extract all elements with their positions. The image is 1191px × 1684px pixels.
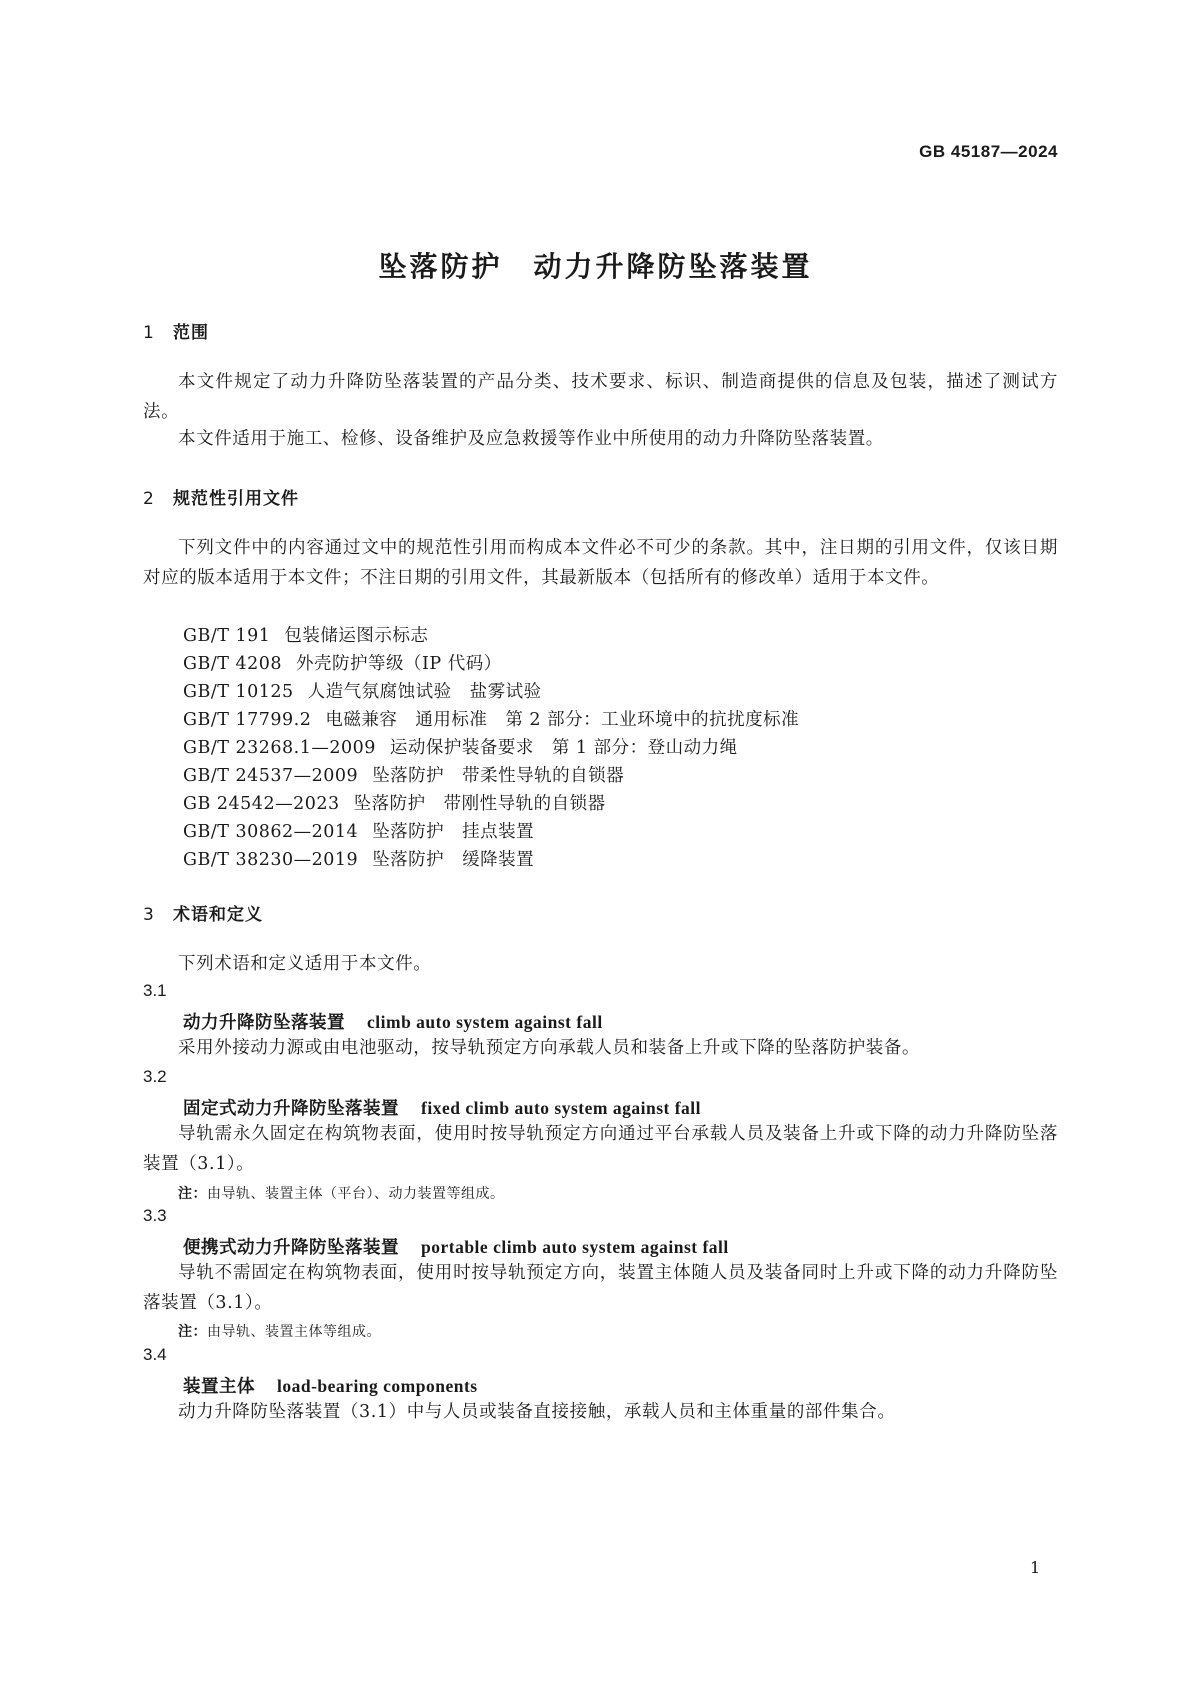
reference-item: [183, 762, 624, 787]
reference-title: 电磁兼容 通用标准 第 2 部分：工业环境中的抗扰度标准: [325, 710, 800, 730]
term-heading: [183, 1234, 729, 1259]
reference-title: 坠落防护 缓降装置: [372, 850, 535, 870]
note-label: 注：: [178, 1324, 207, 1340]
section-2-intro: 下列文件中的内容通过文中的规范性引用而构成本文件必不可少的条款。其中，注日期的引用文件，仅该日期对应的版本适用于本文件；不注日期的引用文件，其最新版本（包括所有的修改单）适用于本文件。: [143, 538, 1058, 588]
document-title: 坠落防护 动力升降防坠落装置: [378, 250, 813, 283]
reference-code: GB/T 4208: [183, 654, 283, 674]
reference-item: [183, 706, 799, 731]
reference-item: [183, 622, 428, 647]
section-3-heading: [143, 900, 263, 925]
term-number: 3.3: [143, 1206, 167, 1225]
term-zh: 固定式动力升降防坠落装置: [183, 1099, 399, 1119]
reference-title: 坠落防护 带柔性导轨的自锁器: [372, 766, 625, 786]
reference-item: [183, 846, 534, 871]
reference-item: [183, 818, 534, 843]
section-title: 范围: [173, 323, 209, 343]
reference-item: [183, 734, 738, 759]
term-definition: 导轨需永久固定在构筑物表面，使用时按导轨预定方向通过平台承载人员及装备上升或下降的动力升降防坠落装置（3.1）。: [143, 1124, 1058, 1174]
reference-code: GB/T 23268.1—2009: [183, 738, 376, 758]
term-note: [178, 1321, 381, 1341]
section-title: 术语和定义: [173, 905, 263, 925]
term-heading: [183, 1095, 701, 1120]
section-number: 3: [143, 905, 155, 925]
page-number: 1: [1030, 1558, 1041, 1577]
term-zh: 装置主体: [183, 1377, 255, 1397]
reference-code: GB/T 30862—2014: [183, 822, 359, 842]
term-en: fixed climb auto system against fall: [421, 1098, 702, 1118]
term-en: climb auto system against fall: [367, 1012, 603, 1032]
section-1-paragraph: 本文件规定了动力升降防坠落装置的产品分类、技术要求、标识、制造商提供的信息及包装，描述了测试方法。: [143, 372, 1058, 422]
note-text: 由导轨、装置主体等组成。: [207, 1324, 381, 1340]
reference-code: GB/T 38230—2019: [183, 850, 359, 870]
term-heading: [183, 1009, 603, 1034]
reference-title: 包装储运图示标志: [284, 626, 429, 646]
section-number: 2: [143, 489, 155, 509]
reference-title: 坠落防护 带刚性导轨的自锁器: [353, 794, 606, 814]
note-label: 注：: [178, 1186, 207, 1202]
reference-code: GB 24542—2023: [183, 794, 340, 814]
section-1-paragraph: 本文件适用于施工、检修、设备维护及应急救援等作业中所使用的动力升降防坠落装置。: [178, 429, 884, 449]
term-zh: 便携式动力升降防坠落装置: [183, 1238, 399, 1258]
section-1-heading: [143, 318, 209, 343]
term-note: [178, 1183, 505, 1203]
section-3-intro: 下列术语和定义适用于本文件。: [178, 954, 432, 974]
reference-code: GB/T 10125: [183, 682, 294, 702]
term-en: load-bearing components: [277, 1376, 478, 1396]
term-number: 3.4: [143, 1345, 167, 1364]
term-number: 3.2: [143, 1067, 167, 1086]
term-heading: [183, 1373, 478, 1398]
reference-title: 坠落防护 挂点装置: [372, 822, 535, 842]
section-title: 规范性引用文件: [173, 489, 299, 509]
term-definition: 采用外接动力源或由电池驱动，按导轨预定方向承载人员和装备上升或下降的坠落防护装备。: [178, 1038, 921, 1058]
section-2-heading: [143, 484, 299, 509]
reference-item: [183, 790, 606, 815]
section-number: 1: [143, 323, 155, 343]
reference-item: [183, 678, 542, 703]
standard-code: GB 45187—2024: [919, 142, 1058, 161]
reference-code: GB/T 17799.2: [183, 710, 312, 730]
note-text: 由导轨、装置主体（平台）、动力装置等组成。: [207, 1186, 505, 1202]
reference-code: GB/T 191: [183, 626, 271, 646]
term-number: 3.1: [143, 981, 167, 1000]
term-definition: 导轨不需固定在构筑物表面，使用时按导轨预定方向，装置主体随人员及装备同时上升或下降的动力升降防坠落装置（3.1）。: [143, 1263, 1058, 1313]
reference-code: GB/T 24537—2009: [183, 766, 359, 786]
term-definition: 动力升降防坠落装置（3.1）中与人员或装备直接接触，承载人员和主体重量的部件集合。: [178, 1402, 896, 1422]
reference-item: [183, 650, 502, 675]
term-zh: 动力升降防坠落装置: [183, 1013, 345, 1033]
reference-title: 人造气氛腐蚀试验 盐雾试验: [307, 682, 542, 702]
term-en: portable climb auto system against fall: [421, 1237, 729, 1257]
reference-title: 运动保护装备要求 第 1 部分：登山动力绳: [389, 738, 738, 758]
reference-title: 外壳防护等级（IP 代码）: [296, 654, 502, 674]
